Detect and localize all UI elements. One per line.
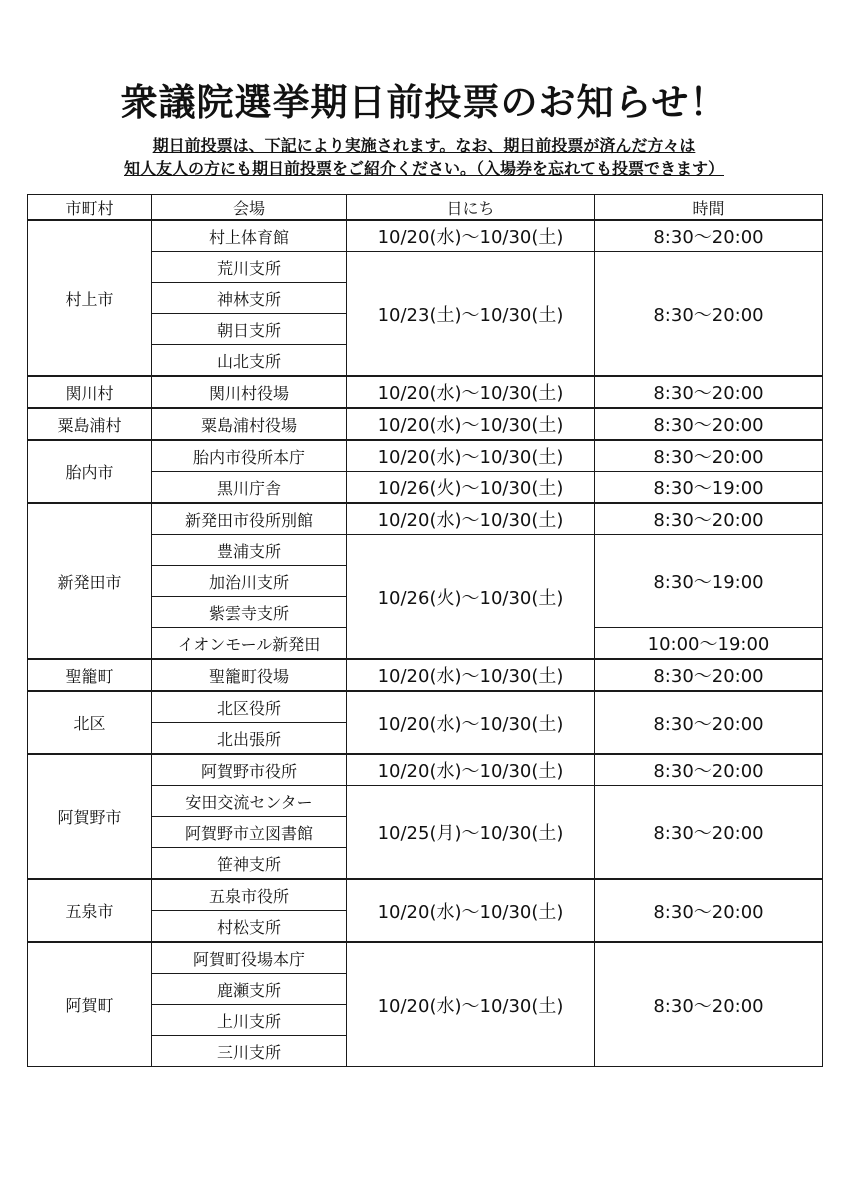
table-row [28, 220, 823, 252]
venue-cell: 安田交流センター [152, 786, 347, 817]
hours-cell: 8:30～20:00 [595, 252, 823, 377]
hours-cell: 8:30～20:00 [595, 503, 823, 535]
table-row [28, 408, 823, 440]
venue-cell: 荒川支所 [152, 252, 347, 283]
venue-cell: 笹神支所 [152, 848, 347, 880]
municipality-cell: 北区 [28, 691, 152, 754]
hours-cell: 10:00～19:00 [595, 628, 823, 660]
table-row [28, 503, 823, 535]
period-cell: 10/26(火)～10/30(土) [347, 535, 595, 660]
page-title: 衆議院選挙期日前投票のお知らせ！ [120, 81, 728, 124]
venue-cell: 粟島浦村役場 [152, 408, 347, 440]
venue-cell: 関川村役場 [152, 376, 347, 408]
venue-cell: 胎内市役所本庁 [152, 440, 347, 472]
period-cell: 10/20(水)～10/30(土) [347, 408, 595, 440]
table-row [28, 659, 823, 691]
period-cell: 10/20(水)～10/30(土) [347, 376, 595, 408]
header-hours: 時間 [595, 195, 823, 221]
hours-cell: 8:30～20:00 [595, 408, 823, 440]
venue-cell: 山北支所 [152, 345, 347, 377]
hours-cell: 8:30～20:00 [595, 440, 823, 472]
venue-cell: 村上体育館 [152, 220, 347, 252]
intro-line-1: 期日前投票は、下記により実施されます。なお、期日前投票が済んだ方々は [152, 136, 696, 155]
hours-cell: 8:30～20:00 [595, 786, 823, 880]
period-cell: 10/20(水)～10/30(土) [347, 220, 595, 252]
venue-cell: 豊浦支所 [152, 535, 347, 566]
municipality-cell: 阿賀町 [28, 942, 152, 1067]
hours-cell: 8:30～19:00 [595, 472, 823, 504]
venue-cell: 紫雲寺支所 [152, 597, 347, 628]
municipality-cell: 胎内市 [28, 440, 152, 503]
hours-cell: 8:30～20:00 [595, 376, 823, 408]
period-cell: 10/20(水)～10/30(土) [347, 754, 595, 786]
table-row [28, 440, 823, 472]
table-row [28, 942, 823, 974]
venue-cell: 新発田市役所別館 [152, 503, 347, 535]
table-row [28, 879, 823, 911]
municipality-cell: 聖籠町 [28, 659, 152, 691]
venue-cell: 朝日支所 [152, 314, 347, 345]
venue-cell: 北区役所 [152, 691, 347, 723]
header-period: 日にち [347, 195, 595, 221]
period-cell: 10/20(水)～10/30(土) [347, 942, 595, 1067]
header-venue: 会場 [152, 195, 347, 221]
venue-cell: 阿賀野市立図書館 [152, 817, 347, 848]
municipality-cell: 新発田市 [28, 503, 152, 659]
early-voting-schedule-table [27, 194, 823, 1067]
period-cell: 10/25(月)～10/30(土) [347, 786, 595, 880]
hours-cell: 8:30～19:00 [595, 535, 823, 628]
venue-cell: 村松支所 [152, 911, 347, 943]
hours-cell: 8:30～20:00 [595, 659, 823, 691]
municipality-cell: 村上市 [28, 220, 152, 376]
hours-cell: 8:30～20:00 [595, 691, 823, 754]
venue-cell: 上川支所 [152, 1005, 347, 1036]
header-municipality: 市町村 [28, 195, 152, 221]
municipality-cell: 阿賀野市 [28, 754, 152, 879]
municipality-cell: 関川村 [28, 376, 152, 408]
period-cell: 10/26(火)～10/30(土) [347, 472, 595, 504]
venue-cell: 黒川庁舎 [152, 472, 347, 504]
venue-cell: 五泉市役所 [152, 879, 347, 911]
period-cell: 10/20(水)～10/30(土) [347, 691, 595, 754]
venue-cell: 北出張所 [152, 723, 347, 755]
municipality-cell: 粟島浦村 [28, 408, 152, 440]
table-row [28, 376, 823, 408]
municipality-cell: 五泉市 [28, 879, 152, 942]
period-cell: 10/23(土)～10/30(土) [347, 252, 595, 377]
period-cell: 10/20(水)～10/30(土) [347, 659, 595, 691]
table-row [28, 691, 823, 723]
venue-cell: 鹿瀬支所 [152, 974, 347, 1005]
hours-cell: 8:30～20:00 [595, 220, 823, 252]
table-row [28, 754, 823, 786]
hours-cell: 8:30～20:00 [595, 879, 823, 942]
period-cell: 10/20(水)～10/30(土) [347, 440, 595, 472]
venue-cell: 神林支所 [152, 283, 347, 314]
venue-cell: 阿賀野市役所 [152, 754, 347, 786]
hours-cell: 8:30～20:00 [595, 754, 823, 786]
venue-cell: 三川支所 [152, 1036, 347, 1067]
table-header-row [28, 195, 823, 221]
venue-cell: 加治川支所 [152, 566, 347, 597]
venue-cell: 聖籠町役場 [152, 659, 347, 691]
hours-cell: 8:30～20:00 [595, 942, 823, 1067]
intro-line-2: 知人友人の方にも期日前投票をご紹介ください。（入場券を忘れても投票できます） [123, 159, 724, 178]
venue-cell: 阿賀町役場本庁 [152, 942, 347, 974]
period-cell: 10/20(水)～10/30(土) [347, 879, 595, 942]
period-cell: 10/20(水)～10/30(土) [347, 503, 595, 535]
venue-cell: イオンモール新発田 [152, 628, 347, 660]
